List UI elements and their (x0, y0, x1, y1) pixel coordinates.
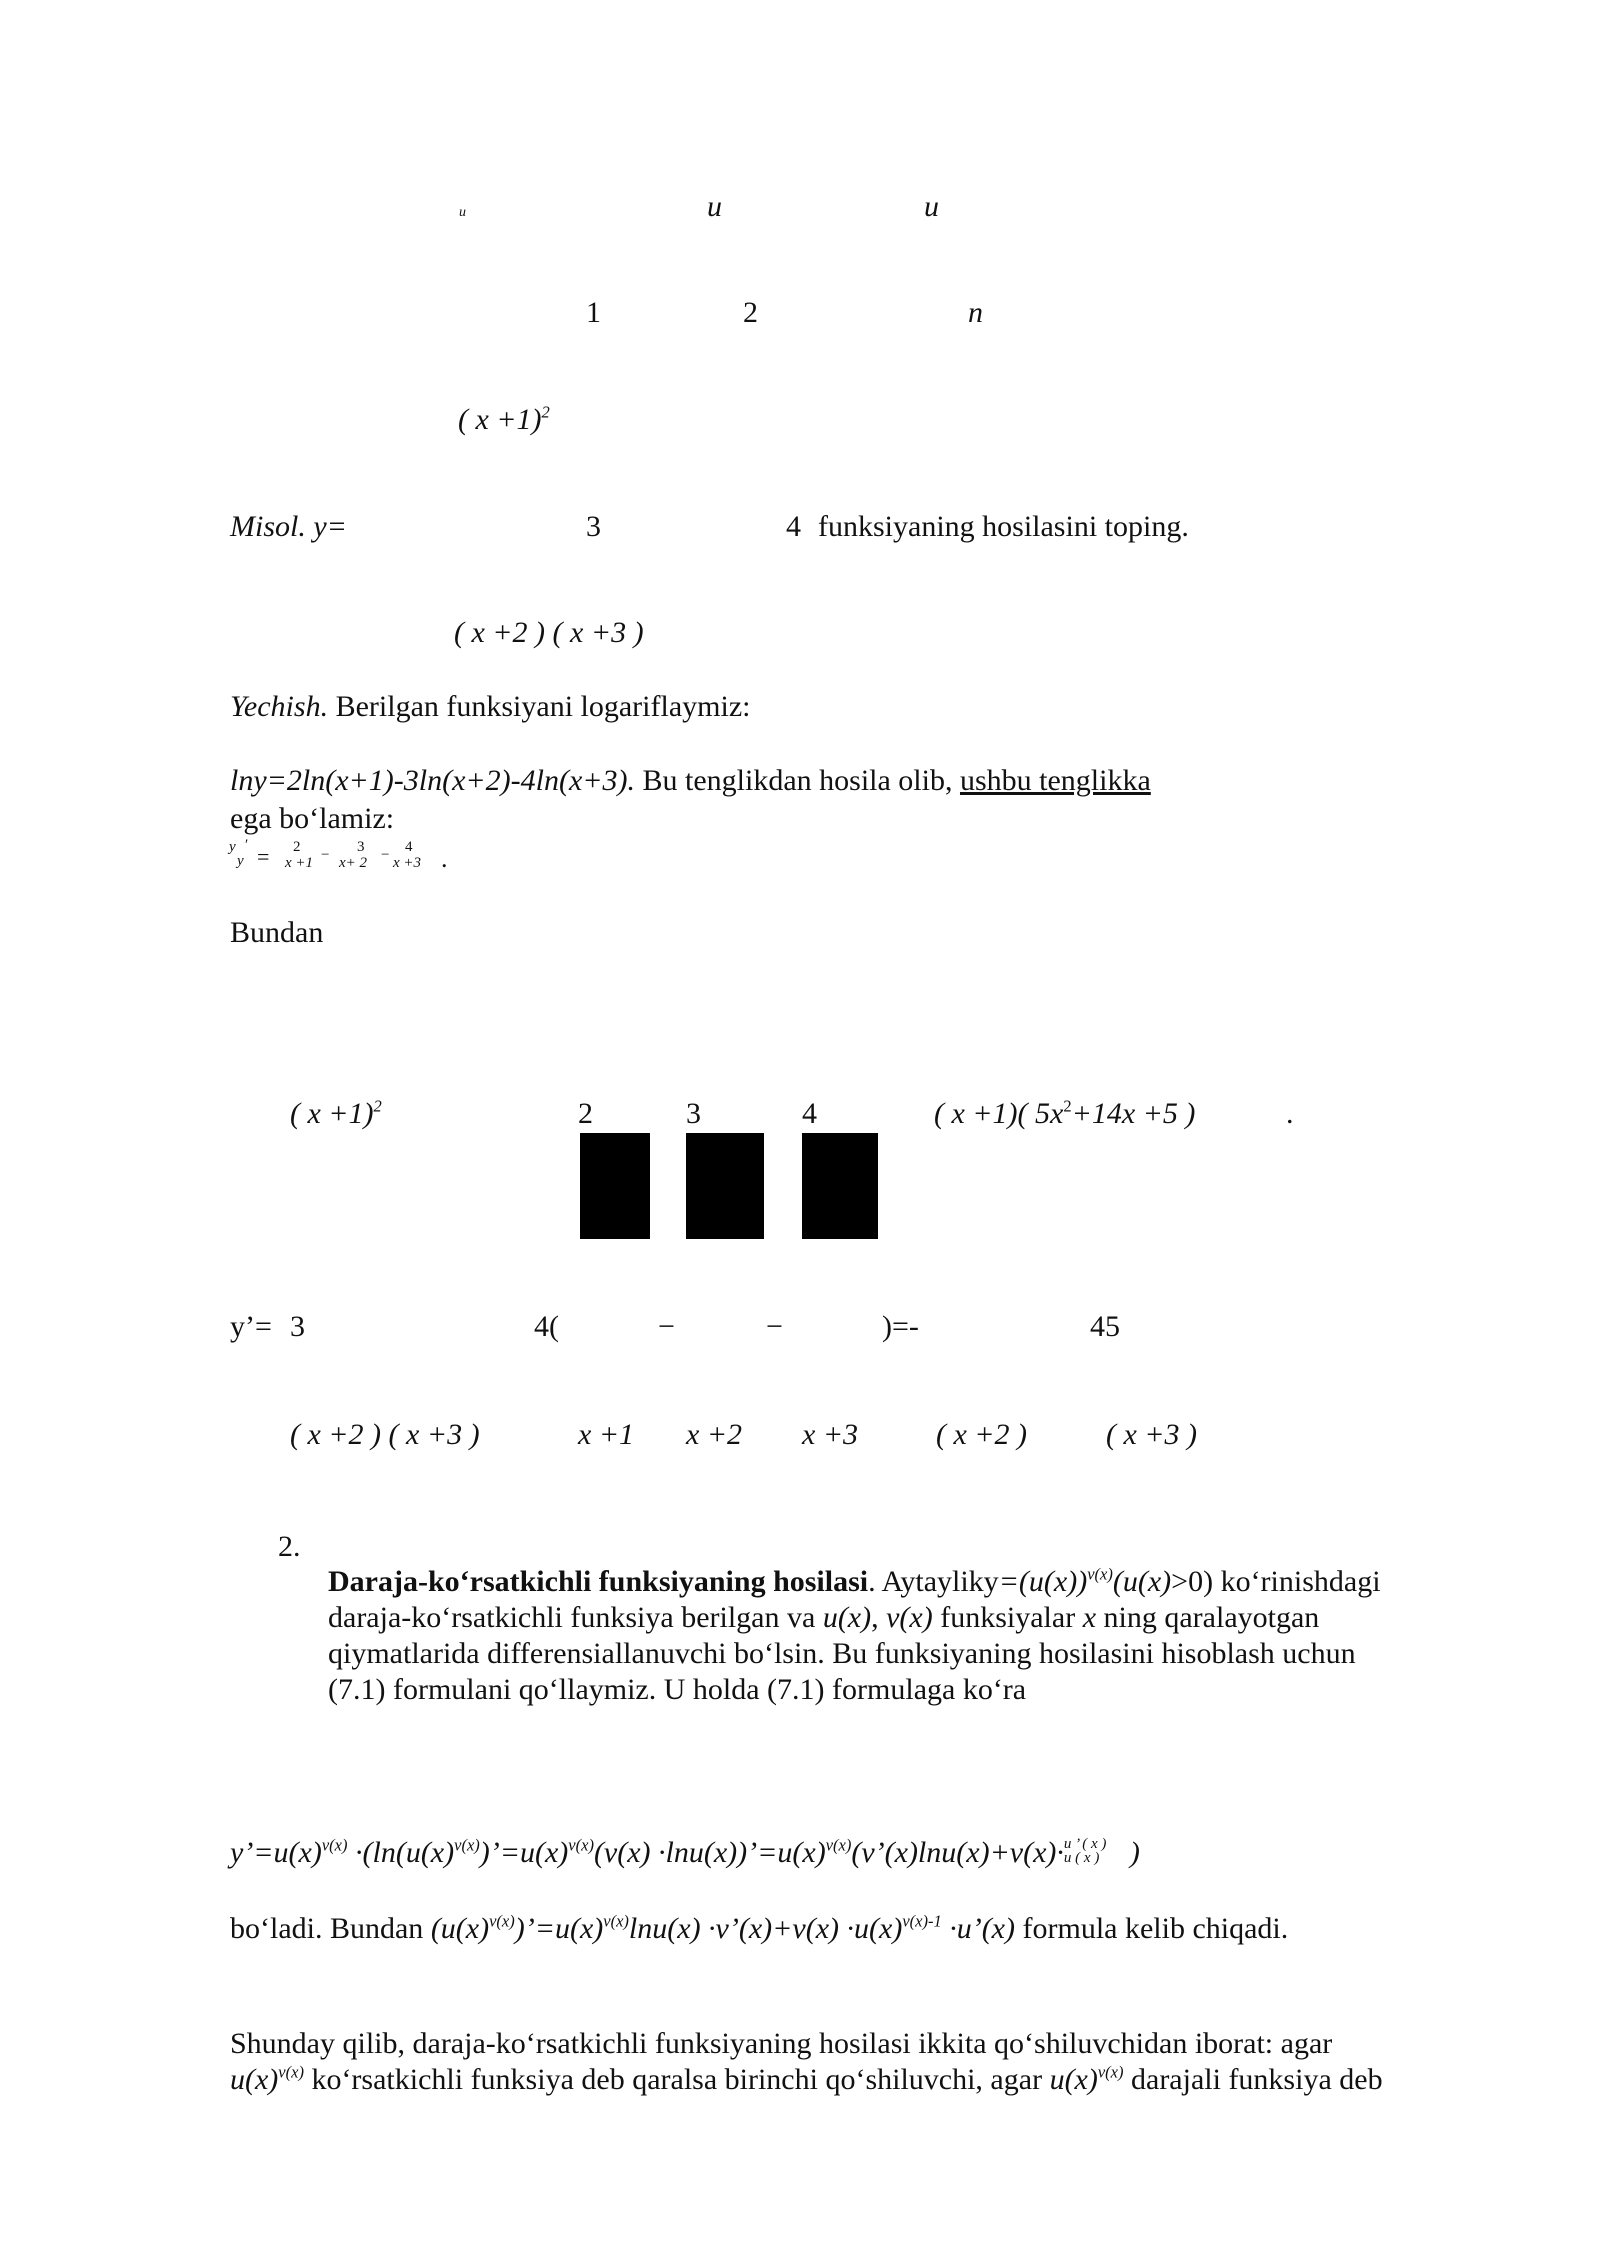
fraction-numerator: u ’ ( x ) (1063, 1836, 1107, 1853)
formula-period: . (1286, 1097, 1294, 1130)
formula-exp-4: 4( (534, 1310, 559, 1343)
fragment-exp-4: 4 (786, 510, 801, 543)
formula-num-left: ( x +1)$^2$ (290, 1096, 382, 1130)
fragment-index-1: 1 (586, 296, 601, 329)
underlined-text: ushbu tenglikka (959, 764, 1151, 797)
misol-label: Misol. y= (230, 510, 347, 543)
fragment-denominator: ( x +2 ) ( x +3 ) (454, 616, 644, 649)
shunday-paragraph: Shunday qilib, daraja-ko‘rsatkichli funksiyaning hosilasi ikkita qo‘shiluvchidan iborat: agar $u(x)^{v(x)}$ ko‘rsatkichli funksiya deb qaralsa birinchi qo‘shiluvchi, agar $u(x)^{v(x)}$ darajali funksiya deb (230, 2027, 1383, 2096)
formula-exp-3: 3 (290, 1310, 305, 1343)
section2-paragraph: Daraja-ko‘rsatkichli funksiyaning hosilasi. $Aytayliky=(u(x))^{v(x)}(u(x)>0)$ ko‘rinishdagi daraja-ko‘rsatkichli funksiya berilgan va u(x), v(x) funksiyalar x ning qaralayotgan qiymatlarida differensiallanuvchi bo‘lsin. Bu funksiyaning hosilasini hisoblash uchun (7.1) formulani qo‘llaymiz. U holda (7.1) formulaga ko‘ra (328, 1564, 1381, 1706)
formula-num-right: ( x +1)( $5x^2+14x +5$ ) (934, 1096, 1196, 1130)
formula-yprime: y’= (230, 1310, 272, 1343)
formula-close: )=- (882, 1310, 919, 1343)
fragment-exp-3: 3 (586, 510, 601, 543)
bundan-text: Bundan (230, 916, 324, 949)
fragment-u-small: u (459, 205, 466, 220)
formula-den-left: ( x +2 ) ( x +3 ) (290, 1418, 480, 1451)
formula-exp-45: 45 (1090, 1310, 1120, 1343)
fragment-numerator: ( x +1)$^2$ (458, 402, 550, 436)
boladi-line: bo‘ladi. Bundan $(u(x)^{v(x)})’=u(x)^{v(x)}\ln u(x)$ ·v’(x)+v(x) $\cdot u(x)^{v(x)-1}$ ·u’(x) formula kelib chiqadi. (230, 1911, 1289, 1945)
formula-minus: − (658, 1310, 675, 1343)
misol-text: funksiyaning hosilasini toping. (818, 510, 1189, 543)
log-line-2: ega bo‘lamiz: (230, 802, 395, 835)
redaction-block (802, 1133, 878, 1239)
formula-num-4: 4 (802, 1097, 817, 1130)
formula-den-r2: ( x +3 ) (1106, 1418, 1198, 1451)
formula-den-x1: x +1 (578, 1418, 635, 1451)
section-title: Daraja-ko‘rsatkichli funksiyaning hosilasi (328, 1565, 869, 1598)
log-derivative-formula: $y’=u(x)^{v(x)}$ $\cdot(\ln(u(x)^{v(x)})’=u(x)^{v(x)}(v(x)$ $\cdot\ln u(x))’=u(x)^{v(x)}(v’(x)\ln u(x)+v(x)\cdot$ u ’ ( x ) u ( x ) ) (230, 1835, 1140, 1869)
formula-den-r1: ( x +2 ) (936, 1418, 1028, 1451)
section-number: 2. (278, 1530, 301, 1563)
formula-den-x2: x +2 (686, 1418, 743, 1451)
redaction-block (580, 1133, 650, 1239)
fragment-index-n: n (968, 296, 983, 329)
formula-minus: − (766, 1310, 783, 1343)
fragment-u: u (924, 190, 939, 223)
redaction-block (686, 1133, 764, 1239)
fraction-denominator: u ( x ) (1063, 1850, 1100, 1867)
derivative-small-formula: y ′ y = 2 x +1 − 3 x+ 2 − 4 x +3 . (229, 837, 448, 873)
fragment-u: u (707, 190, 722, 223)
log-line: lny=2ln(x+1)-3ln(x+2)-4ln(x+3). Bu tenglikdan hosila olib, ushbu tenglikka (230, 764, 1151, 797)
yechish-line: Yechish. Berilgan funksiyani logariflaymiz: (230, 690, 751, 723)
formula-num-3: 3 (686, 1097, 701, 1130)
fragment-index-2: 2 (743, 296, 758, 329)
formula-den-x3: x +3 (802, 1418, 859, 1451)
formula-num-2: 2 (578, 1097, 593, 1130)
